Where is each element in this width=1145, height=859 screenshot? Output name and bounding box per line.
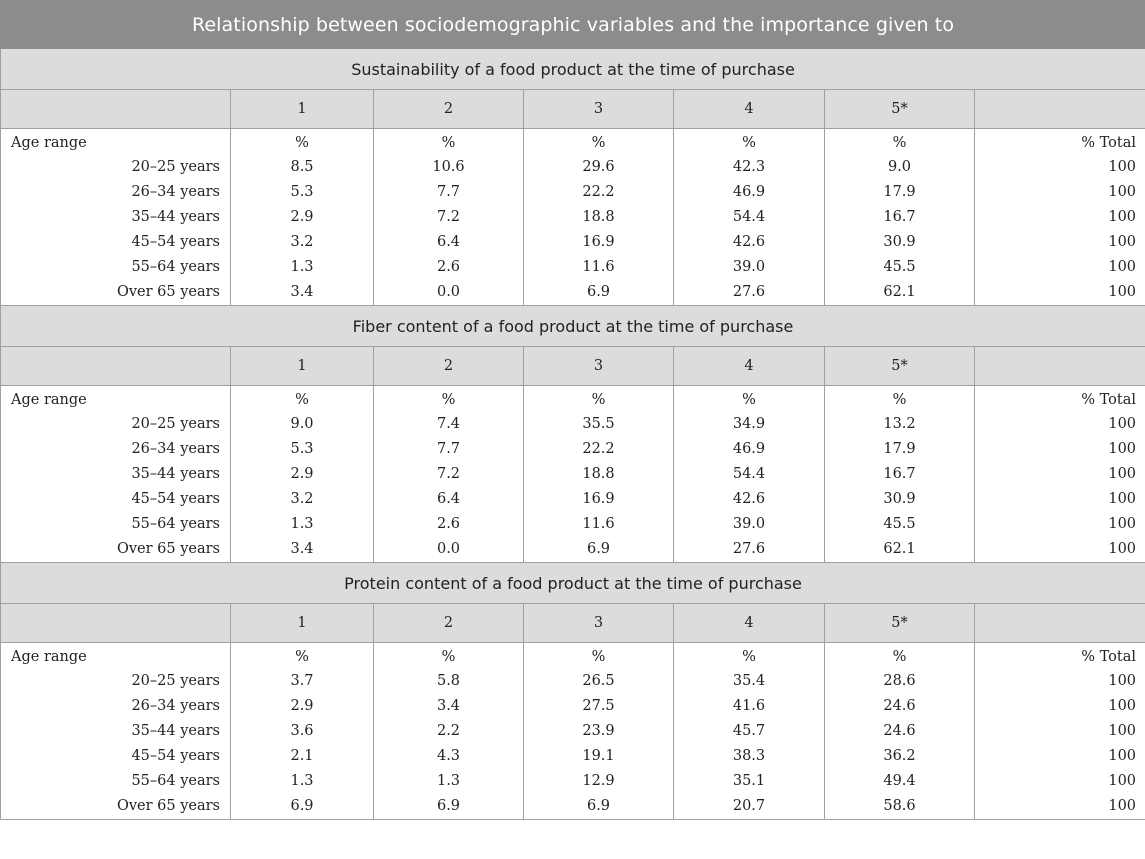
percent-cell: 62.1 <box>825 279 975 306</box>
percent-cell: 2.2 <box>374 718 524 743</box>
age-group-label: 45–54 years <box>1 229 231 254</box>
table-row <box>1 536 1145 563</box>
total-cell: 100 <box>975 743 1145 768</box>
percent-cell: 30.9 <box>825 229 975 254</box>
percent-cell: 5.3 <box>231 436 374 461</box>
percent-cell: 54.4 <box>674 204 825 229</box>
percent-cell: 6.9 <box>231 793 374 820</box>
age-group-label: 20–25 years <box>1 154 231 179</box>
percent-cell: 49.4 <box>825 768 975 793</box>
percent-unit: % <box>674 386 825 412</box>
percent-cell: 1.3 <box>374 768 524 793</box>
level-header: 5* <box>825 347 975 386</box>
percent-cell: 3.4 <box>231 536 374 563</box>
percent-cell: 3.2 <box>231 229 374 254</box>
total-cell: 100 <box>975 768 1145 793</box>
table-row <box>1 793 1145 820</box>
percent-total-label: % Total <box>975 129 1145 155</box>
total-cell: 100 <box>975 668 1145 693</box>
table-title: Relationship between sociodemographic variables and the importance given to <box>1 1 1145 49</box>
total-cell: 100 <box>975 204 1145 229</box>
percent-cell: 27.6 <box>674 536 825 563</box>
levels-header-blank <box>1 347 231 386</box>
total-cell: 100 <box>975 229 1145 254</box>
percent-cell: 22.2 <box>524 179 674 204</box>
percent-cell: 34.9 <box>674 411 825 436</box>
levels-header-row <box>1 90 1145 129</box>
percent-cell: 24.6 <box>825 693 975 718</box>
percent-cell: 45.7 <box>674 718 825 743</box>
percent-cell: 16.9 <box>524 229 674 254</box>
age-group-label: 35–44 years <box>1 461 231 486</box>
percent-cell: 3.6 <box>231 718 374 743</box>
percent-cell: 5.8 <box>374 668 524 693</box>
percent-cell: 1.3 <box>231 511 374 536</box>
table-row <box>1 718 1145 743</box>
table-row <box>1 229 1145 254</box>
percent-cell: 24.6 <box>825 718 975 743</box>
percent-cell: 26.5 <box>524 668 674 693</box>
percent-cell: 35.4 <box>674 668 825 693</box>
percent-cell: 7.7 <box>374 436 524 461</box>
percent-cell: 41.6 <box>674 693 825 718</box>
percent-cell: 28.6 <box>825 668 975 693</box>
percent-cell: 1.3 <box>231 254 374 279</box>
percent-cell: 6.9 <box>524 279 674 306</box>
section-heading: Fiber content of a food product at the time of purchase <box>1 306 1145 347</box>
percent-cell: 3.2 <box>231 486 374 511</box>
level-header: 4 <box>674 604 825 643</box>
table-row <box>1 486 1145 511</box>
unit-row <box>1 129 1145 155</box>
percent-cell: 2.9 <box>231 461 374 486</box>
levels-header-blank <box>1 604 231 643</box>
percent-cell: 16.7 <box>825 204 975 229</box>
percent-cell: 16.7 <box>825 461 975 486</box>
percent-cell: 2.9 <box>231 204 374 229</box>
section-heading: Protein content of a food product at the time of purchase <box>1 563 1145 604</box>
percent-cell: 3.4 <box>231 279 374 306</box>
percent-cell: 2.9 <box>231 693 374 718</box>
percent-unit: % <box>674 129 825 155</box>
percent-cell: 27.5 <box>524 693 674 718</box>
percent-cell: 8.5 <box>231 154 374 179</box>
percent-cell: 0.0 <box>374 536 524 563</box>
table-row <box>1 511 1145 536</box>
total-cell: 100 <box>975 436 1145 461</box>
age-group-label: 26–34 years <box>1 436 231 461</box>
percent-cell: 38.3 <box>674 743 825 768</box>
total-cell: 100 <box>975 486 1145 511</box>
percent-unit: % <box>825 386 975 412</box>
percent-cell: 12.9 <box>524 768 674 793</box>
percent-unit: % <box>524 643 674 669</box>
percent-cell: 18.8 <box>524 461 674 486</box>
age-group-label: 26–34 years <box>1 179 231 204</box>
total-cell: 100 <box>975 793 1145 820</box>
level-header: 4 <box>674 347 825 386</box>
level-header: 5* <box>825 604 975 643</box>
levels-header-blank <box>975 347 1145 386</box>
percent-unit: % <box>231 386 374 412</box>
percent-unit: % <box>825 129 975 155</box>
table-row <box>1 279 1145 306</box>
percent-cell: 36.2 <box>825 743 975 768</box>
level-header: 5* <box>825 90 975 129</box>
percent-cell: 17.9 <box>825 436 975 461</box>
percent-cell: 16.9 <box>524 486 674 511</box>
age-group-label: Over 65 years <box>1 279 231 306</box>
percent-cell: 22.2 <box>524 436 674 461</box>
total-cell: 100 <box>975 461 1145 486</box>
percent-cell: 6.4 <box>374 229 524 254</box>
percent-total-label: % Total <box>975 643 1145 669</box>
level-header: 3 <box>524 90 674 129</box>
age-group-label: 26–34 years <box>1 693 231 718</box>
total-cell: 100 <box>975 693 1145 718</box>
age-group-label: 45–54 years <box>1 743 231 768</box>
table-row <box>1 254 1145 279</box>
table-row <box>1 693 1145 718</box>
level-header: 3 <box>524 604 674 643</box>
percent-cell: 9.0 <box>825 154 975 179</box>
percent-cell: 45.5 <box>825 254 975 279</box>
percent-unit: % <box>231 129 374 155</box>
level-header: 2 <box>374 90 524 129</box>
percent-unit: % <box>674 643 825 669</box>
percent-cell: 20.7 <box>674 793 825 820</box>
levels-header-blank <box>1 90 231 129</box>
percent-cell: 2.6 <box>374 254 524 279</box>
percent-unit: % <box>524 129 674 155</box>
percent-unit: % <box>524 386 674 412</box>
percent-cell: 1.3 <box>231 768 374 793</box>
age-group-label: 55–64 years <box>1 768 231 793</box>
percent-cell: 7.2 <box>374 461 524 486</box>
age-range-label: Age range <box>1 643 231 669</box>
percent-cell: 6.4 <box>374 486 524 511</box>
table-row <box>1 768 1145 793</box>
age-group-label: 55–64 years <box>1 511 231 536</box>
age-group-label: 20–25 years <box>1 668 231 693</box>
percent-cell: 11.6 <box>524 254 674 279</box>
percent-cell: 7.7 <box>374 179 524 204</box>
section-heading: Sustainability of a food product at the time of purchase <box>1 49 1145 90</box>
percent-cell: 35.5 <box>524 411 674 436</box>
levels-header-row <box>1 347 1145 386</box>
percent-cell: 13.2 <box>825 411 975 436</box>
table-row <box>1 743 1145 768</box>
age-group-label: 35–44 years <box>1 718 231 743</box>
percent-unit: % <box>374 386 524 412</box>
percent-cell: 23.9 <box>524 718 674 743</box>
percent-cell: 30.9 <box>825 486 975 511</box>
level-header: 4 <box>674 90 825 129</box>
percent-cell: 11.6 <box>524 511 674 536</box>
table-row <box>1 461 1145 486</box>
total-cell: 100 <box>975 718 1145 743</box>
level-header: 2 <box>374 604 524 643</box>
level-header: 3 <box>524 347 674 386</box>
table-row <box>1 436 1145 461</box>
total-cell: 100 <box>975 279 1145 306</box>
percent-cell: 6.9 <box>524 793 674 820</box>
unit-row <box>1 386 1145 412</box>
percent-cell: 9.0 <box>231 411 374 436</box>
percent-cell: 46.9 <box>674 436 825 461</box>
age-group-label: 20–25 years <box>1 411 231 436</box>
percent-unit: % <box>231 643 374 669</box>
section-heading-row <box>1 563 1145 604</box>
percent-cell: 4.3 <box>374 743 524 768</box>
percent-unit: % <box>825 643 975 669</box>
percent-total-label: % Total <box>975 386 1145 412</box>
total-cell: 100 <box>975 411 1145 436</box>
percent-cell: 58.6 <box>825 793 975 820</box>
percent-cell: 3.4 <box>374 693 524 718</box>
percent-cell: 2.6 <box>374 511 524 536</box>
percent-cell: 42.6 <box>674 486 825 511</box>
unit-row <box>1 643 1145 669</box>
level-header: 1 <box>231 604 374 643</box>
percent-cell: 39.0 <box>674 254 825 279</box>
age-group-label: 45–54 years <box>1 486 231 511</box>
levels-header-blank <box>975 90 1145 129</box>
age-range-label: Age range <box>1 129 231 155</box>
percent-cell: 19.1 <box>524 743 674 768</box>
section-heading-row <box>1 49 1145 90</box>
table-row <box>1 668 1145 693</box>
levels-header-row <box>1 604 1145 643</box>
percent-cell: 35.1 <box>674 768 825 793</box>
total-cell: 100 <box>975 511 1145 536</box>
total-cell: 100 <box>975 536 1145 563</box>
age-group-label: 35–44 years <box>1 204 231 229</box>
age-group-label: Over 65 years <box>1 536 231 563</box>
percent-cell: 0.0 <box>374 279 524 306</box>
percent-cell: 46.9 <box>674 179 825 204</box>
percent-cell: 7.2 <box>374 204 524 229</box>
age-group-label: 55–64 years <box>1 254 231 279</box>
percent-cell: 7.4 <box>374 411 524 436</box>
total-cell: 100 <box>975 254 1145 279</box>
percent-cell: 6.9 <box>374 793 524 820</box>
table-title-row <box>1 1 1145 49</box>
percent-cell: 3.7 <box>231 668 374 693</box>
percent-cell: 2.1 <box>231 743 374 768</box>
section-heading-row <box>1 306 1145 347</box>
age-range-label: Age range <box>1 386 231 412</box>
level-header: 1 <box>231 90 374 129</box>
percent-cell: 18.8 <box>524 204 674 229</box>
table-row <box>1 154 1145 179</box>
percent-cell: 29.6 <box>524 154 674 179</box>
percent-unit: % <box>374 643 524 669</box>
level-header: 2 <box>374 347 524 386</box>
total-cell: 100 <box>975 154 1145 179</box>
percent-unit: % <box>374 129 524 155</box>
percent-cell: 27.6 <box>674 279 825 306</box>
level-header: 1 <box>231 347 374 386</box>
percent-cell: 6.9 <box>524 536 674 563</box>
percent-cell: 54.4 <box>674 461 825 486</box>
percent-cell: 17.9 <box>825 179 975 204</box>
levels-header-blank <box>975 604 1145 643</box>
total-cell: 100 <box>975 179 1145 204</box>
percent-cell: 42.6 <box>674 229 825 254</box>
percent-cell: 39.0 <box>674 511 825 536</box>
percent-cell: 45.5 <box>825 511 975 536</box>
table-row <box>1 179 1145 204</box>
percent-cell: 42.3 <box>674 154 825 179</box>
percent-cell: 10.6 <box>374 154 524 179</box>
table-row <box>1 411 1145 436</box>
table-row <box>1 204 1145 229</box>
percent-cell: 5.3 <box>231 179 374 204</box>
age-group-label: Over 65 years <box>1 793 231 820</box>
percent-cell: 62.1 <box>825 536 975 563</box>
